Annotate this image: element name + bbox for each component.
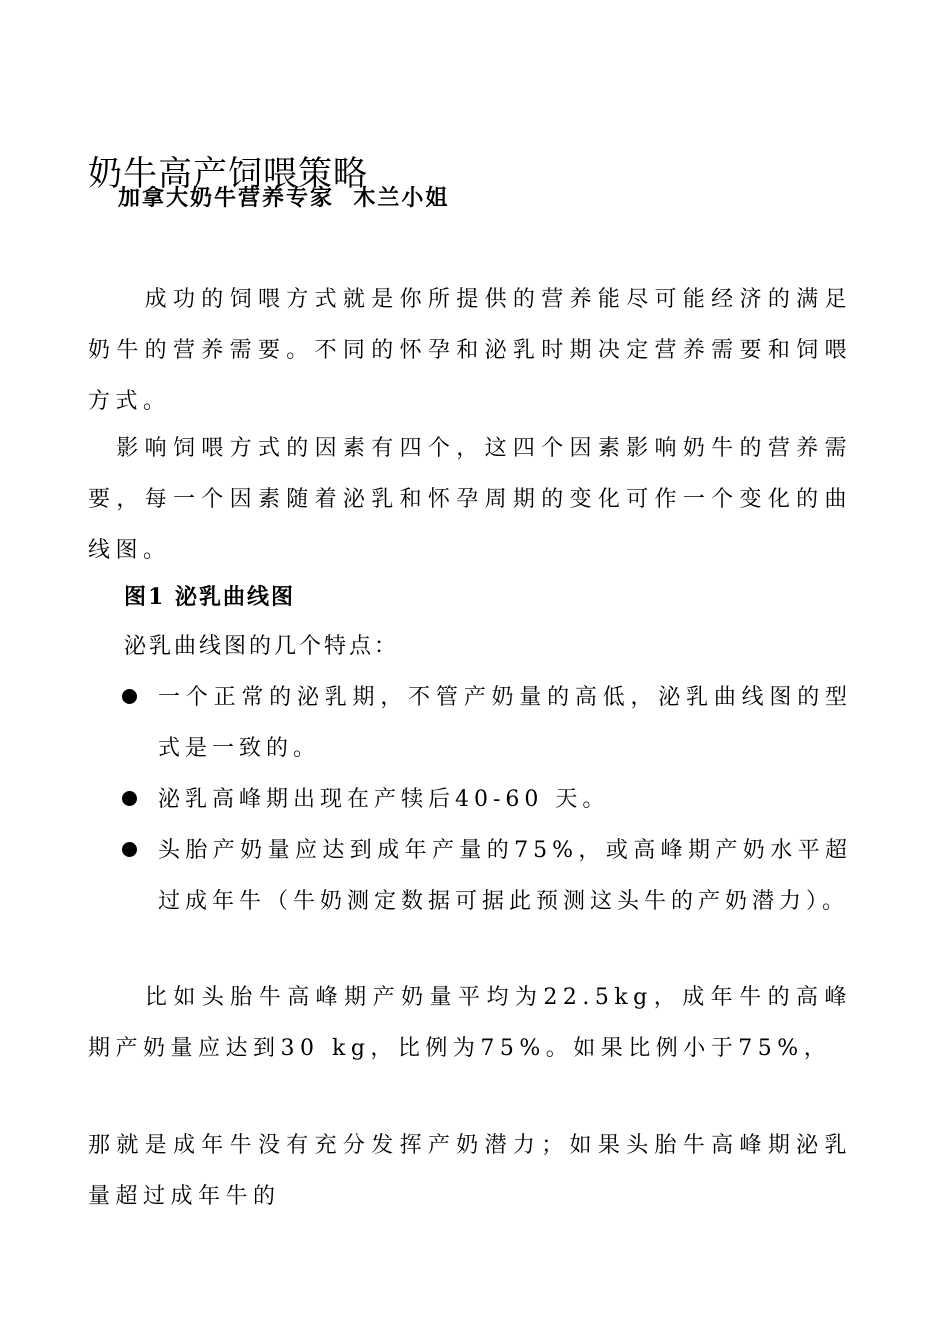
bullet-text: 泌乳高峰期出现在产犊后40-60 天。 <box>158 787 610 812</box>
figure-caption: 图1 泌乳曲线图 <box>124 584 295 610</box>
paragraph-example-ratio: 比如头胎牛高峰期产奶量平均为22.5kg，成年牛的高峰期产奶量应达到30 kg，比例为75%。如果比例小于75%， <box>88 985 852 1061</box>
paragraph-continuation: 那就是成年牛没有充分发挥产奶潜力；如果头胎牛高峰期泌乳量超过成年牛的 <box>88 1133 852 1209</box>
document-title: 奶牛高产饲喂策略 <box>88 153 368 194</box>
features-intro: 泌乳曲线图的几个特点： <box>124 634 400 659</box>
paragraph-feeding-definition: 成功的饲喂方式就是你所提供的营养能尽可能经济的满足奶牛的营养需要。不同的怀孕和泌乳时期决定营养需要和饲喂方式。 <box>88 287 852 414</box>
bullet-item <box>122 672 852 774</box>
document-author: 加拿大奶牛营养专家 木兰小姐 <box>118 185 450 211</box>
bullet-item <box>122 774 852 825</box>
bullet-dot-icon <box>122 791 137 806</box>
bullet-item <box>122 825 852 927</box>
paragraph-influencing-factors: 影响饲喂方式的因素有四个，这四个因素影响奶牛的营养需要，每一个因素随着泌乳和怀孕周期的变化可作一个变化的曲线图。 <box>88 436 852 563</box>
bullet-dot-icon <box>122 689 137 704</box>
bullet-text: 一个正常的泌乳期，不管产奶量的高低，泌乳曲线图的型式是一致的。 <box>158 685 852 761</box>
bullet-text: 头胎产奶量应达到成年产量的75%，或高峰期产奶水平超过成年牛（牛奶测定数据可据此预测这头牛的产奶潜力）。 <box>158 838 852 914</box>
bullet-dot-icon <box>122 842 137 857</box>
